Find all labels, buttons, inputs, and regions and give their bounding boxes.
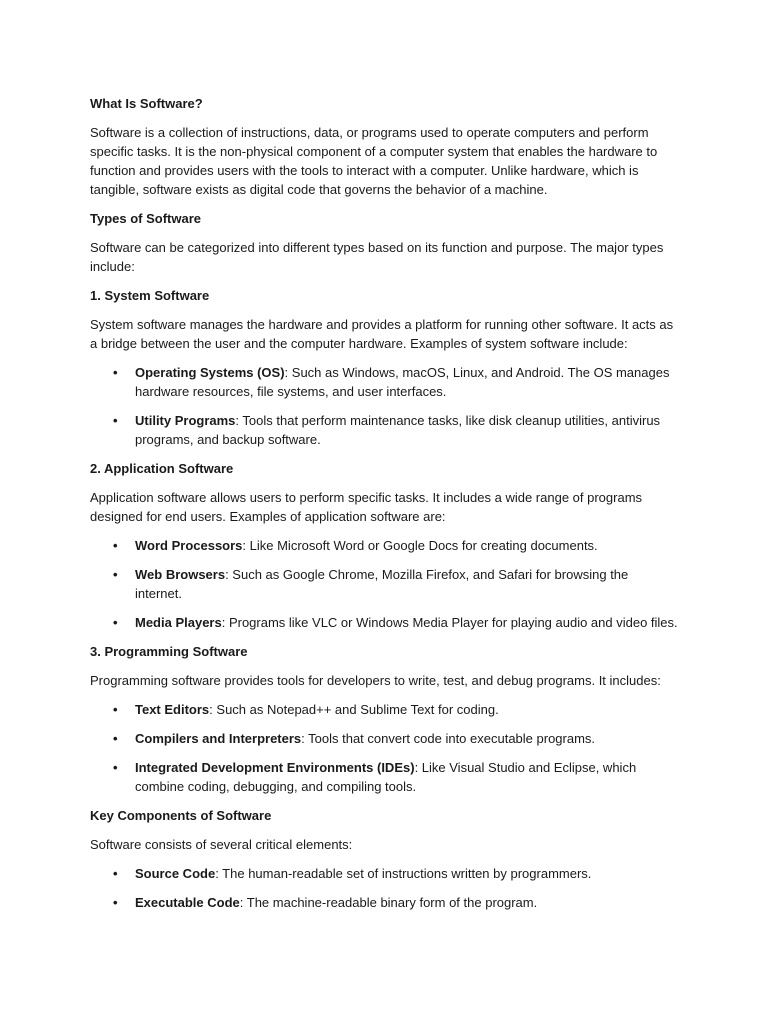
list-item <box>135 758 678 796</box>
system-software-heading: 1. System Software <box>90 288 210 303</box>
list-item-term: Compilers and Interpreters <box>135 731 302 746</box>
components-list <box>90 864 678 912</box>
programming-software-list <box>90 700 678 796</box>
list-item-desc: : Such as Google Chrome, Mozilla Firefox, and Safari for browsing the internet. <box>135 567 629 601</box>
list-item-desc: : Tools that perform maintenance tasks, like disk cleanup utilities, antivirus programs, and backup software. <box>135 413 661 447</box>
list-item <box>135 729 678 748</box>
list-item-term: Word Processors <box>135 538 243 553</box>
list-item-desc: : Programs like VLC or Windows Media Player for playing audio and video files. <box>221 615 678 630</box>
list-item-desc: : Like Visual Studio and Eclipse, which combine coding, debugging, and compiling tools. <box>135 760 637 794</box>
list-item-term: Utility Programs <box>135 413 236 428</box>
list-item-term: Web Browsers <box>135 567 226 582</box>
list-item <box>135 613 678 632</box>
programming-software-heading: 3. Programming Software <box>90 644 248 659</box>
components-paragraph: Software consists of several critical elements: <box>90 837 353 852</box>
list-item <box>135 700 678 719</box>
types-intro-paragraph: Software can be categorized into different types based on its function and purpose. The major types include: <box>90 240 664 274</box>
document-title: What Is Software? <box>90 96 203 111</box>
application-software-heading: 2. Application Software <box>90 461 234 476</box>
list-item <box>135 565 678 603</box>
list-item-term: Source Code <box>135 866 216 881</box>
list-item-desc: : The machine-readable binary form of the program. <box>239 895 538 910</box>
system-software-list <box>90 363 678 449</box>
list-item <box>135 893 678 912</box>
list-item-desc: : Such as Windows, macOS, Linux, and Android. The OS manages hardware resources, file systems, and user interfaces. <box>135 365 670 399</box>
intro-paragraph: Software is a collection of instructions, data, or programs used to operate computers and perform specific tasks. It is the non-physical component of a computer system that enables the hardware to function and provides users with the tools to interact with a computer. Unlike hardware, which is tangible, software exists as digital code that governs the behavior of a machine. <box>90 125 658 197</box>
list-item-term: Executable Code <box>135 895 240 910</box>
list-item-desc: : The human-readable set of instructions written by programmers. <box>215 866 592 881</box>
list-item-desc: : Such as Notepad++ and Sublime Text for coding. <box>209 702 499 717</box>
list-item-desc: : Tools that convert code into executable programs. <box>301 731 596 746</box>
list-item-term: Media Players <box>135 615 222 630</box>
list-item-term: Integrated Development Environments (IDEs) <box>135 760 415 775</box>
list-item-desc: : Like Microsoft Word or Google Docs for creating documents. <box>242 538 598 553</box>
list-item-term: Text Editors <box>135 702 210 717</box>
list-item <box>135 864 678 883</box>
list-item <box>135 536 678 555</box>
list-item <box>135 363 678 401</box>
list-item-term: Operating Systems (OS) <box>135 365 285 380</box>
list-item <box>135 411 678 449</box>
application-software-paragraph: Application software allows users to perform specific tasks. It includes a wide range of programs designed for end users. Examples of application software are: <box>90 490 643 524</box>
types-heading: Types of Software <box>90 211 202 226</box>
programming-software-paragraph: Programming software provides tools for developers to write, test, and debug programs. It includes: <box>90 673 661 688</box>
system-software-paragraph: System software manages the hardware and provides a platform for running other software. It acts as a bridge between the user and the computer hardware. Examples of system software include: <box>90 317 674 351</box>
application-software-list <box>90 536 678 632</box>
components-heading: Key Components of Software <box>90 808 272 823</box>
